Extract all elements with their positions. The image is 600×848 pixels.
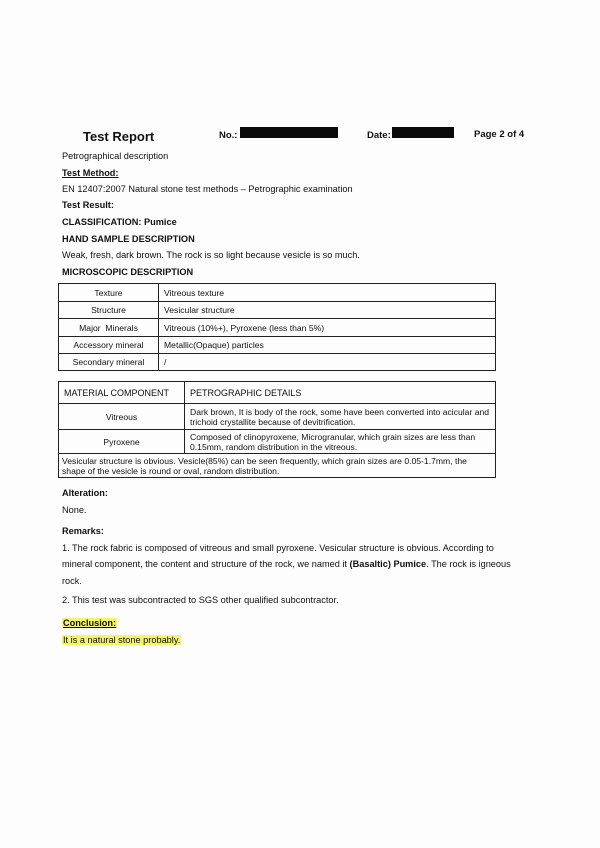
alteration-heading: Alteration: [62, 488, 108, 498]
material-table [58, 381, 496, 478]
test-result-heading: Test Result: [62, 200, 114, 210]
micro-label-texture: Texture [59, 284, 159, 302]
micro-value-secondary: / [159, 354, 496, 371]
details-vitreous: Dark brown, It is body of the rock, some have been converted into acicular and trichoid crystallite because of devitrification. [185, 404, 496, 430]
redacted-date [392, 127, 454, 138]
microscopic-table [58, 283, 496, 371]
rock-name: (Basaltic) Pumice [349, 559, 427, 569]
remark-1-line-1: 1. The rock fabric is composed of vitreous and small pyroxene. Vesicular structure is obvious. According to [62, 543, 494, 553]
remark-1-line-2-text: mineral component, the content and structure of the rock, we named it [62, 559, 350, 569]
test-method-heading: Test Method: [62, 168, 119, 178]
conclusion-text: It is a natural stone probably. [63, 635, 181, 645]
micro-label-major-minerals: Major Minerals [59, 319, 159, 337]
micro-label-structure: Structure [59, 302, 159, 319]
report-title: Test Report [83, 129, 155, 144]
section-label: Petrographical description [62, 151, 169, 161]
remark-2: 2. This test was subcontracted to SGS other qualified subcontractor. [62, 595, 339, 605]
report-number-label: No.: [219, 130, 238, 141]
classification: CLASSIFICATION: Pumice [62, 217, 177, 227]
micro-value-accessory: Metallic(Opaque) particles [159, 337, 496, 354]
remark-1-line-2-end: . The rock is igneous [426, 559, 511, 569]
alteration-text: None. [62, 505, 87, 515]
micro-value-texture: Vitreous texture [159, 284, 496, 302]
test-method-text: EN 12407:2007 Natural stone test methods – Petrographic examination [62, 184, 353, 194]
remarks-heading: Remarks: [62, 526, 104, 536]
component-pyroxene: Pyroxene [59, 430, 185, 454]
material-col2-header: PETROGRAPHIC DETAILS [185, 382, 496, 404]
details-pyroxene: Composed of clinopyroxene, Microgranular, which grain sizes are less than 0.15mm, random distribution in the vitreous. [185, 430, 496, 454]
table-row [59, 454, 496, 478]
conclusion-heading: Conclusion: [63, 618, 117, 628]
table-row [59, 382, 496, 404]
remark-1-line-2 [62, 559, 511, 569]
table-row [59, 404, 496, 430]
material-col1-header: MATERIAL COMPONENT [59, 382, 185, 404]
date-label: Date: [367, 130, 391, 141]
remark-1-line-3: rock. [62, 576, 82, 586]
micro-label-accessory: Accessory mineral [59, 337, 159, 354]
table-row [59, 354, 496, 371]
table-row [59, 430, 496, 454]
table-row [59, 337, 496, 354]
table-row [59, 284, 496, 302]
hand-sample-text: Weak, fresh, dark brown. The rock is so light because vesicle is so much. [62, 250, 360, 260]
table-row [59, 302, 496, 319]
micro-value-major-minerals: Vitreous (10%+), Pyroxene (less than 5%) [159, 319, 496, 337]
micro-label-secondary: Secondary mineral [59, 354, 159, 371]
microscopic-heading: MICROSCOPIC DESCRIPTION [62, 267, 194, 277]
micro-value-structure: Vesicular structure [159, 302, 496, 319]
redacted-report-number [240, 127, 338, 138]
vesicular-summary: Vesicular structure is obvious. Vesicle(85%) can be seen frequently, which grain sizes are 0.05-1.7mm, the shape of the vesicle is round or oval, random distribution. [59, 454, 496, 478]
table-row [59, 319, 496, 337]
hand-sample-heading: HAND SAMPLE DESCRIPTION [62, 234, 195, 244]
page-number: Page 2 of 4 [474, 129, 525, 140]
component-vitreous: Vitreous [59, 404, 185, 430]
